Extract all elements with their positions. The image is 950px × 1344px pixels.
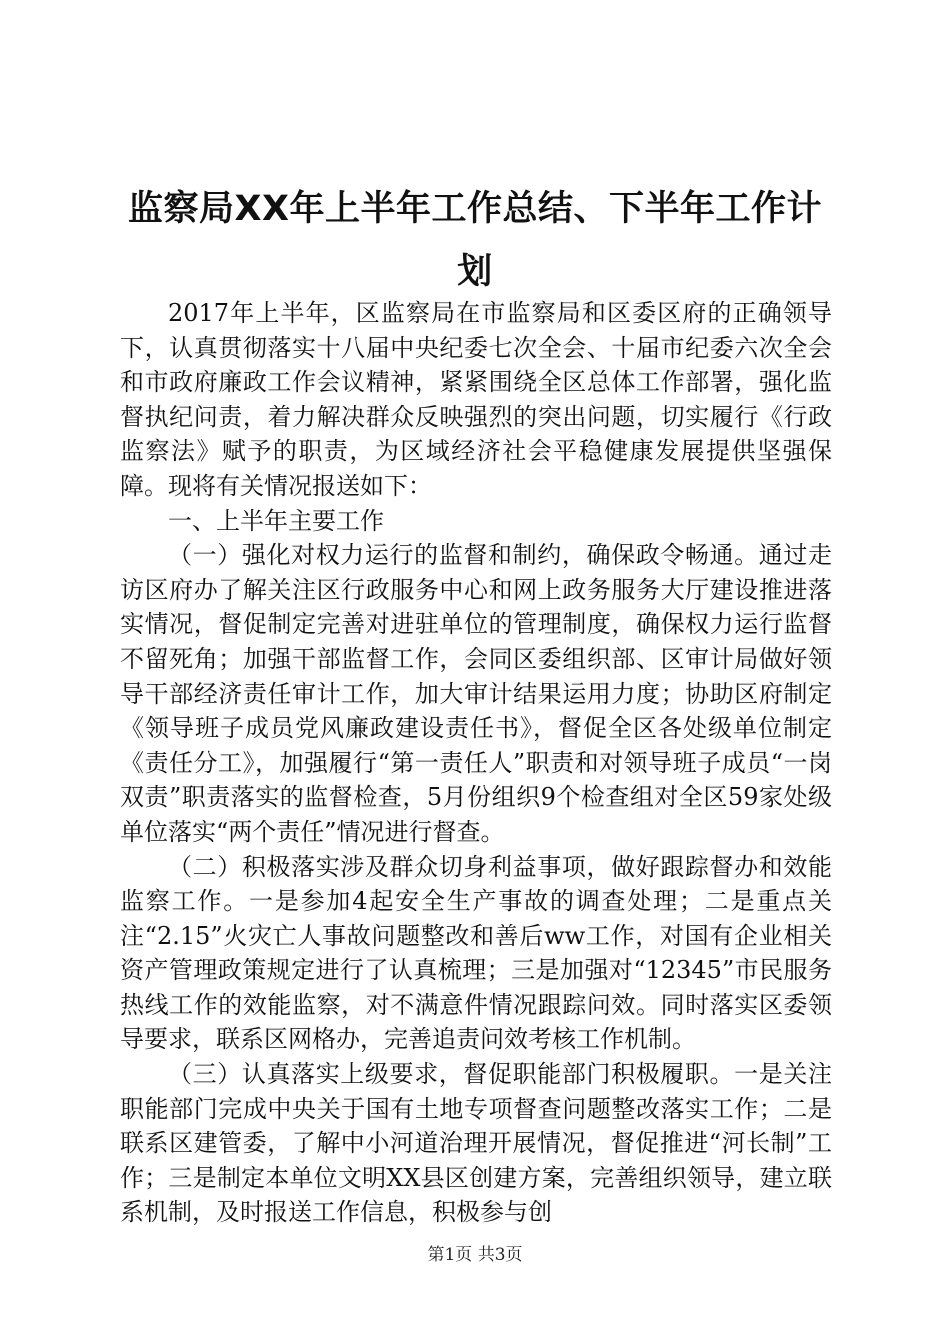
intro-paragraph: 2017年上半年，区监察局在市监察局和区委区府的正确领导下，认真贯彻落实十八届中央纪委七次全会、十届市纪委六次全会和市政府廉政工作会议精神，紧紧围绕全区总体工作部署，强化监督执纪问责，着力解决群众反映强烈的突出问题，切实履行《行政监察法》赋予的职责，为区域经济社会平稳健康发展提供坚强保障。现将有关情况报送如下：: [120, 299, 832, 500]
paragraph-item-2: （二）积极落实涉及群众切身利益事项，做好跟踪督办和效能监察工作。一是参加4起安全生产事故的调查处理；二是重点关注“2.15”火灾亡人事故问题整改和善后ww工作，对国有企业相关资产管理政策规定进行了认真梳理；三是加强对“12345”市民服务热线工作的效能监察，对不满意件情况跟踪问效。同时落实区委领导要求，联系区网格办，完善追责问效考核工作机制。: [120, 852, 832, 1054]
paragraph-item-1: （一）强化对权力运行的监督和制约，确保政令畅通。通过走访区府办了解关注区行政服务中心和网上政务服务大厅建设推进落实情况，督促制定完善对进驻单位的管理制度，确保权力运行监督不留死角；加强干部监督工作，会同区委组织部、区审计局做好领导干部经济责任审计工作，加大审计结果运用力度；协助区府制定《领导班子成员党风廉政建设责任书》，督促全区各处级单位制定《责任分工》，加强履行“第一责任人”职责和对领导班子成员“一岗双责”职责落实的监督检查，5月份组织9个检查组对全区59家处级单位落实“两个责任”情况进行督查。: [120, 541, 832, 846]
document-title: 监察局XX年上半年工作总结、下半年工作计划: [128, 189, 822, 292]
paragraph-item-3: （三）认真落实上级要求，督促职能部门积极履职。一是关注职能部门完成中央关于国有土地专项督查问题整改落实工作；二是联系区建管委，了解中小河道治理开展情况，督促推进“河长制”工作；三是制定本单位文明XX县区创建方案，完善组织领导，建立联系机制，及时报送工作信息，积极参与创: [120, 1060, 832, 1227]
document-body: [120, 296, 832, 1230]
section-heading: 一、上半年主要工作: [168, 506, 384, 535]
page-footer: 第1页 共3页: [427, 1245, 523, 1265]
